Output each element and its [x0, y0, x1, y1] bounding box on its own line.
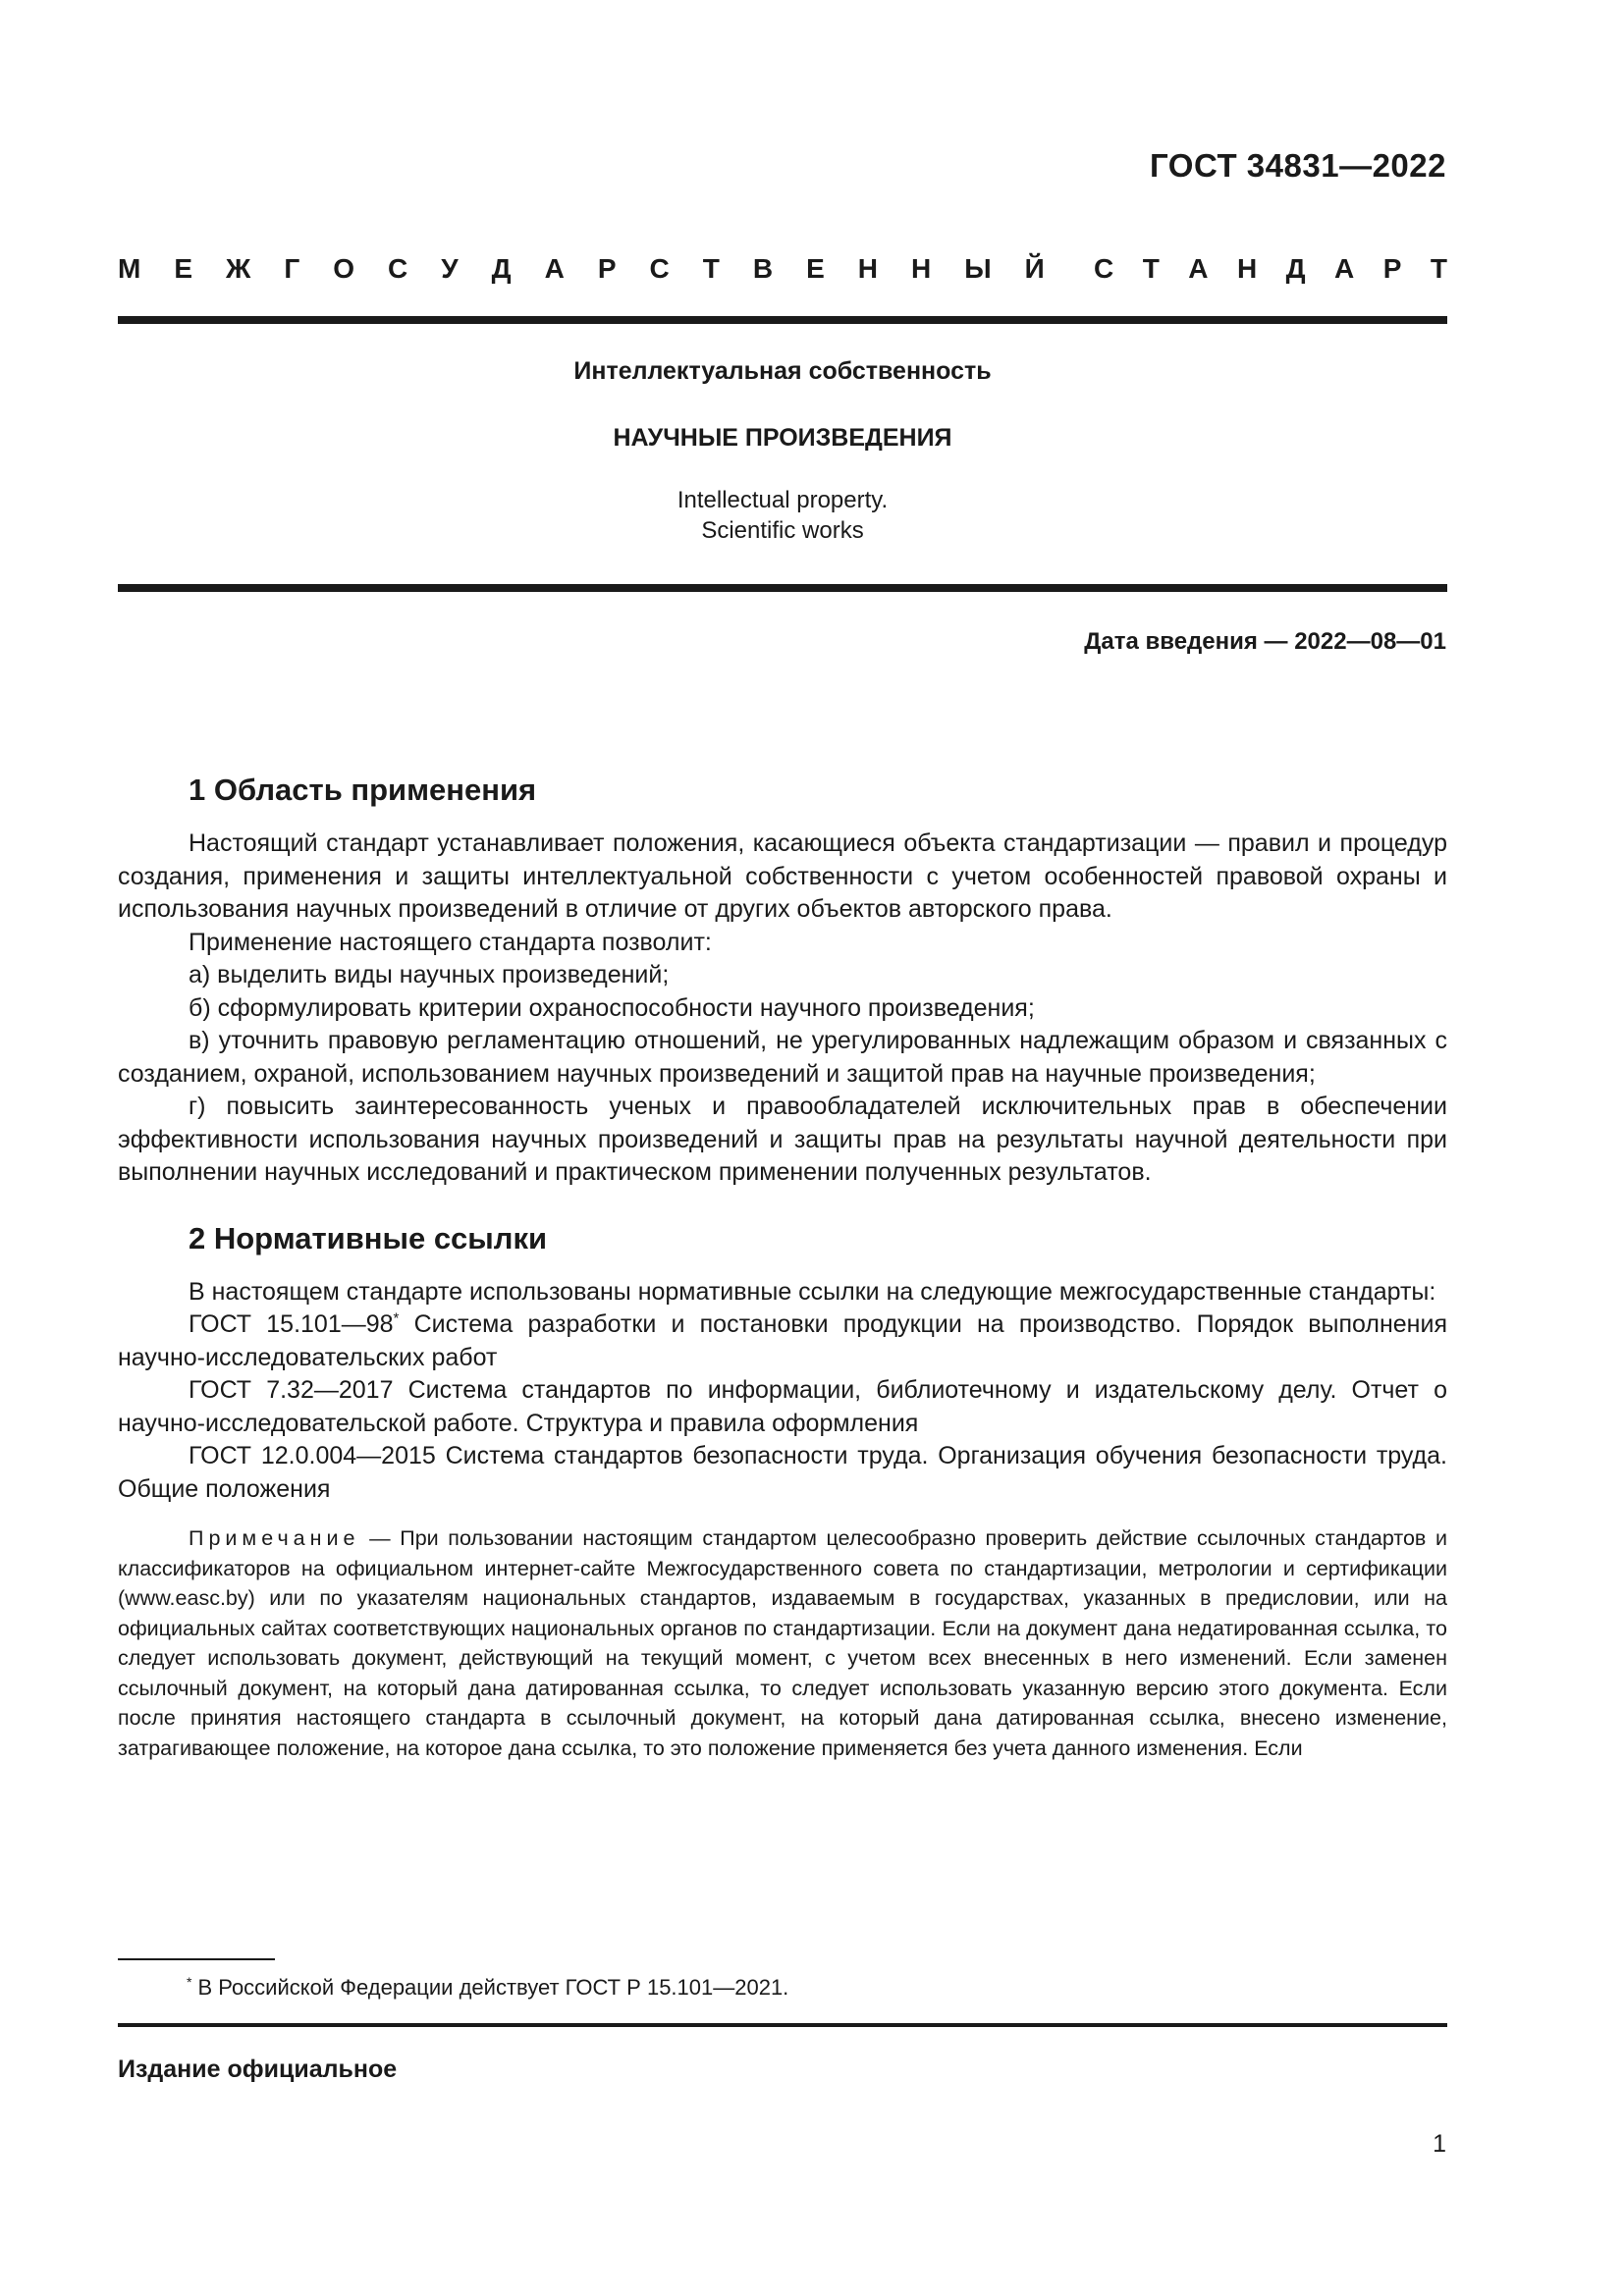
title-line1: Интеллектуальная собственность: [573, 357, 992, 385]
kind-letter: Г: [284, 253, 300, 284]
section2-heading: 2 Нормативные ссылки: [189, 1220, 548, 1255]
reference-gost-15-101: [118, 1308, 1447, 1374]
kind-letter: С: [1094, 253, 1114, 284]
footer-rule: [118, 2023, 1447, 2027]
note-paragraph: [118, 1523, 1447, 1763]
header-rule-bottom: [118, 584, 1447, 592]
kind-letter: Т: [702, 253, 720, 284]
footnote-mark: *: [187, 1973, 192, 1990]
kind-letter: Т: [1430, 253, 1447, 284]
kind-letter: Е: [174, 253, 193, 284]
kind-letter: С: [387, 253, 408, 284]
standard-kind-word2: [1094, 253, 1447, 285]
footnote-rule: [118, 1958, 275, 1960]
footnote-marker: *: [393, 1309, 400, 1327]
kind-letter: О: [333, 253, 354, 284]
kind-letter: Р: [1382, 253, 1402, 284]
title-english: [118, 485, 1447, 546]
kind-letter: У: [441, 253, 459, 284]
kind-letter: В: [752, 253, 774, 284]
kind-letter: С: [649, 253, 670, 284]
section1-paragraph2: Применение настоящего стандарта позволит:: [189, 928, 712, 956]
reference-text: Система разработки и постановки продукции на производство. Порядок выполнения научно-исследовательских работ: [118, 1310, 1447, 1371]
footnote-text: В Российской Федерации действует ГОСТ Р 15.101—2021.: [197, 1975, 789, 2000]
kind-gap: [1045, 253, 1094, 285]
kind-letter: Д: [1285, 253, 1306, 284]
title-english-line2: Scientific works: [701, 517, 864, 544]
kind-letter: М: [118, 253, 141, 284]
header-rule-top: [118, 316, 1447, 324]
kind-letter: А: [1188, 253, 1209, 284]
section1-heading: 1 Область применения: [189, 773, 537, 807]
title-english-line1: Intellectual property.: [677, 487, 889, 513]
section1-item-b: б) сформулировать критерии охраноспособности научного произведения;: [189, 993, 1035, 1022]
section1-paragraph1: Настоящий стандарт устанавливает положения, касающиеся объекта стандартизации — правил и процедур создания, применения и защиты интеллектуальной собственности с учетом особенностей правовой охраны и использования научных произведений в отличие от других объектов авторского права.: [118, 829, 1447, 923]
standard-kind-word1: [118, 253, 1045, 285]
kind-letter: Д: [491, 253, 512, 284]
kind-letter: Ы: [964, 253, 992, 284]
kind-letter: Т: [1142, 253, 1160, 284]
kind-letter: Н: [1236, 253, 1258, 284]
reference-gost-12-0-004: ГОСТ 12.0.004—2015 Система стандартов безопасности труда. Организация обучения безопасности труда. Общие положения: [118, 1442, 1447, 1503]
standard-kind: [118, 253, 1447, 285]
kind-letter: Е: [806, 253, 825, 284]
kind-letter: Р: [597, 253, 617, 284]
kind-letter: Ж: [226, 253, 251, 284]
document-body: [118, 771, 1447, 1763]
reference-gost-7-32: ГОСТ 7.32—2017 Система стандартов по информации, библиотечному и издательскому делу. Отчет о научно-исследовательской работе. Структура и правила оформления: [118, 1376, 1447, 1437]
kind-letter: Н: [857, 253, 879, 284]
document-code: ГОСТ 34831—2022: [1150, 147, 1446, 184]
section1-item-d: г) повысить заинтересованность ученых и правообладателей исключительных прав в обеспечении эффективности использования научных произведений и защиты прав на результаты научной деятельности при выполнении научных исследований и практическом применении полученных результатов.: [118, 1093, 1447, 1186]
kind-letter: Н: [911, 253, 932, 284]
kind-letter: Й: [1024, 253, 1045, 284]
kind-letter: А: [544, 253, 565, 284]
footnote: [187, 1975, 788, 2001]
introduction-date: Дата введения — 2022—08—01: [1084, 628, 1446, 655]
note-text: — При пользовании настоящим стандартом целесообразно проверить действие ссылочных стандартов и классификаторов на официальном интернет-сайте Межгосударственного совета по стандартизации, метрологии и сертификации (www.easc.by) или по указателям национальных стандартов, издаваемым в государствах, указанных в предисловии, или на официальных сайтах соответствующих национальных органов по стандартизации. Если на документ дана недатированная ссылка, то следует использовать документ, действующий на текущий момент, с учетом всех внесенных в него изменений. Если заменен ссылочный документ, на который дана датированная ссылка, то следует использовать указанную версию этого документа. Если после принятия настоящего стандарта в ссылочный документ, на который дана датированная ссылка, внесено изменение, затрагивающее положение, на которое дана ссылка, то это положение применяется без учета данного изменения. Если: [118, 1526, 1447, 1760]
page-number: 1: [1433, 2130, 1446, 2158]
section1-item-c: в) уточнить правовую регламентацию отношений, не урегулированных надлежащим образом и связанных с созданием, охраной, использованием научных произведений и защитой прав на научные произведения;: [118, 1027, 1447, 1088]
reference-code: ГОСТ 15.101—98: [189, 1310, 394, 1338]
note-label: Примечание: [189, 1526, 360, 1550]
section2-paragraph1: В настоящем стандарте использованы нормативные ссылки на следующие межгосударственные стандарты:: [189, 1277, 1436, 1306]
section1-item-a: а) выделить виды научных произведений;: [189, 961, 670, 988]
title-line2: НАУЧНЫЕ ПРОИЗВЕДЕНИЯ: [613, 424, 952, 452]
edition-label: Издание официальное: [118, 2056, 398, 2083]
kind-letter: А: [1334, 253, 1355, 284]
